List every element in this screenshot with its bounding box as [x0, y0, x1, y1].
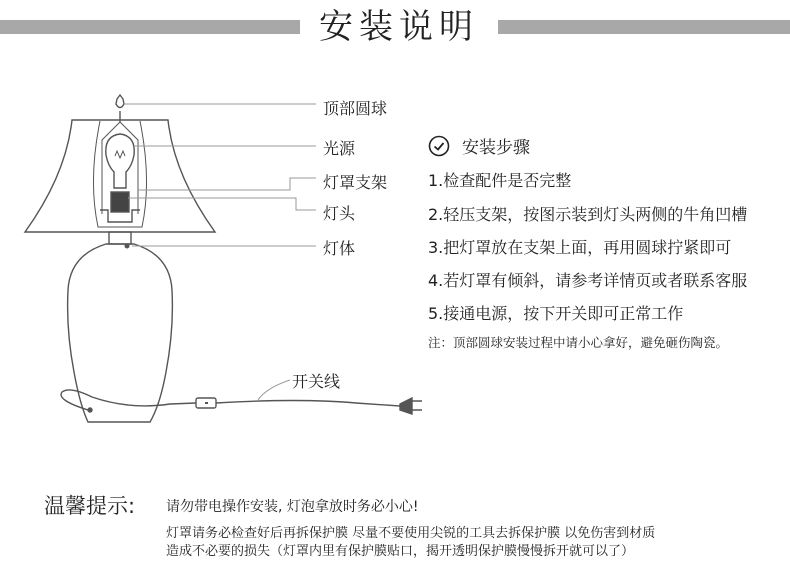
step-item: 3.把灯罩放在支架上面，再用圆球拧紧即可	[428, 238, 732, 257]
lamp-body-shape	[68, 244, 173, 422]
label-lamp-head: 灯头	[323, 204, 356, 223]
leader-switch-cord	[258, 380, 290, 400]
bulb-shape	[106, 134, 134, 188]
step-item: 4.若灯罩有倾斜，请参考详情页或者联系客服	[428, 271, 748, 290]
check-circle-icon	[428, 135, 450, 157]
label-top-ball: 顶部圆球	[323, 99, 388, 118]
steps-heading-text: 安装步骤	[462, 138, 530, 158]
leader-lamp-head	[128, 198, 316, 210]
plug-shape	[400, 398, 422, 414]
step-item: 1.检查配件是否完整	[428, 171, 572, 190]
step-item: 5.接通电源，按下开关即可正常工作	[428, 304, 684, 323]
label-shade-bracket: 灯罩支架	[323, 173, 388, 192]
tips-line-1: 灯罩请务必检查好后再拆保护膜 尽量不要使用尖锐的工具去拆保护膜 以免伤害到材质	[166, 526, 656, 541]
label-lamp-body: 灯体	[323, 239, 356, 258]
tips-main: 请勿带电操作安装, 灯泡拿放时务必小心!	[166, 499, 419, 515]
steps-heading	[428, 133, 530, 158]
page-title: 安装说明	[319, 7, 479, 47]
tips-line-2: 造成不必要的损失（灯罩内里有保护膜贴口，揭开透明保护膜慢慢拆开就可以了）	[166, 544, 635, 559]
top-ball-shape	[116, 95, 124, 108]
tips-title: 温馨提示:	[44, 494, 136, 518]
lamp-head-shape	[111, 192, 129, 212]
label-switch-cord: 开关线	[292, 372, 341, 391]
steps-note: 注：顶部圆球安装过程中请小心拿好，避免砸伤陶瓷。	[428, 335, 729, 350]
power-cord-shape	[61, 390, 196, 410]
leader-bracket	[138, 178, 316, 190]
lamp-shade-shape	[25, 120, 215, 232]
step-item: 2.轻压支架，按图示装到灯头两侧的牛角凹槽	[428, 205, 748, 224]
label-light-source: 光源	[323, 139, 356, 158]
